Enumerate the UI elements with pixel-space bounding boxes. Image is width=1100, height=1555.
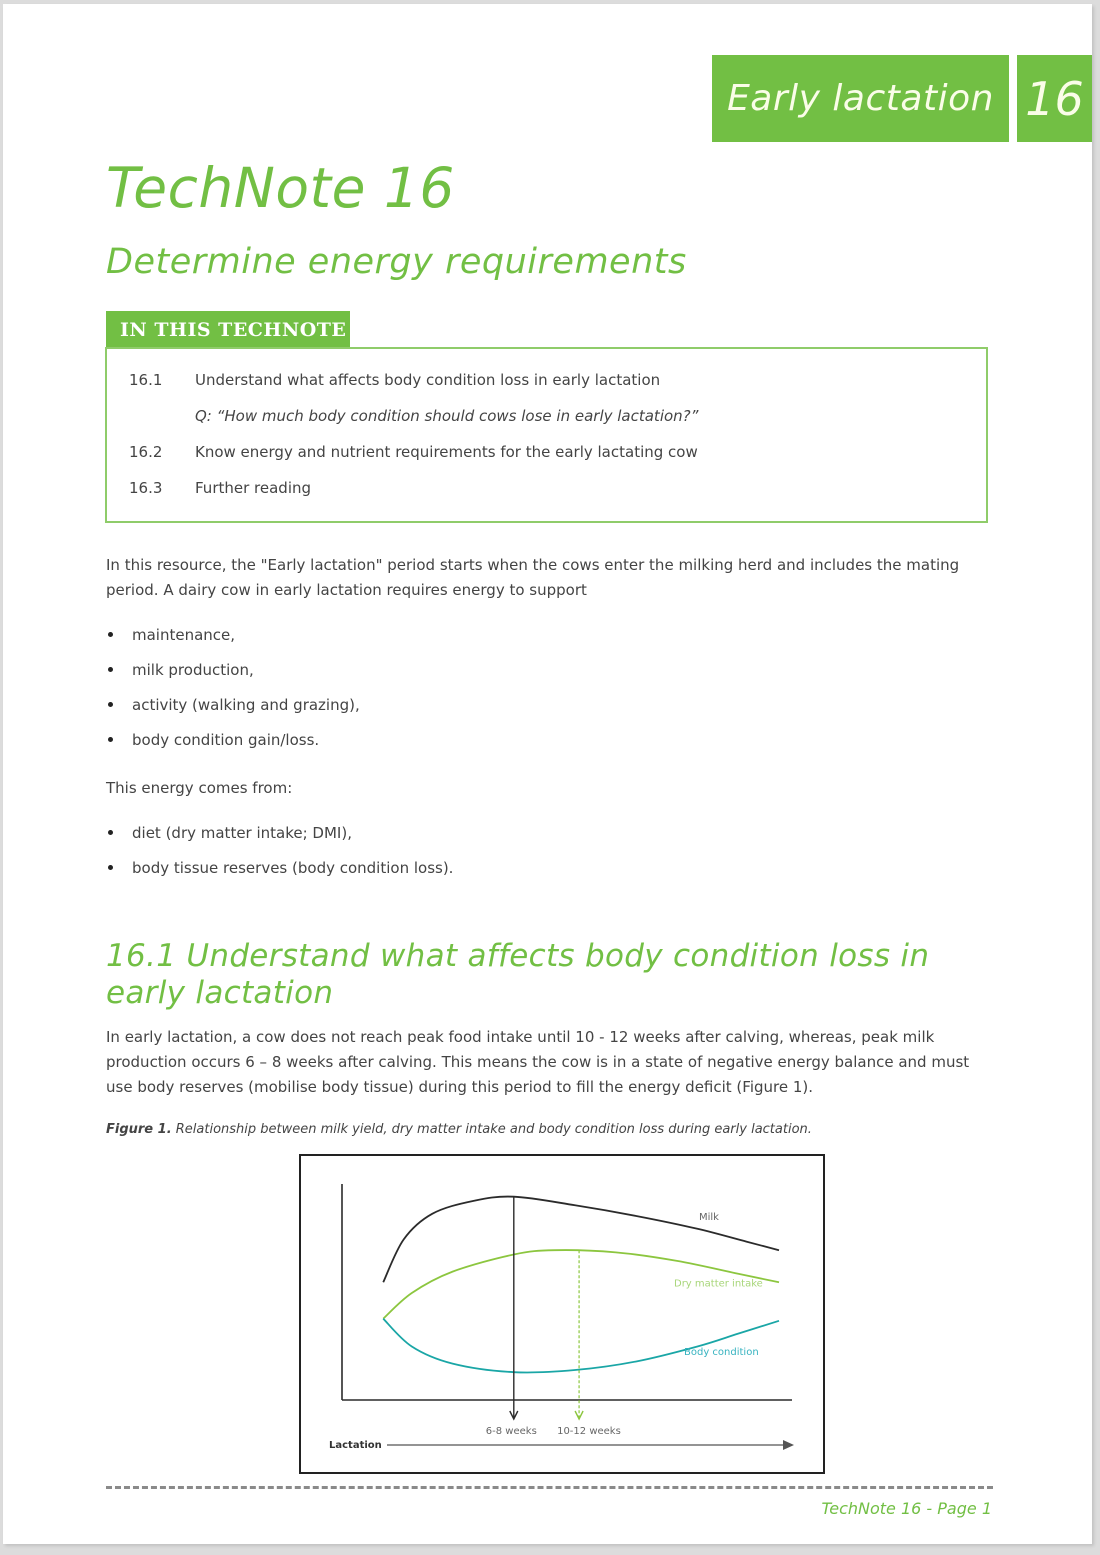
- toc-item-number: 16.3: [129, 479, 163, 497]
- marker-label: 10-12 weeks: [557, 1426, 621, 1437]
- section-paragraph: In early lactation, a cow does not reach peak food intake until 10 - 12 weeks after calving, whereas, peak milk production occurs 6 – 8 weeks after calving. This means the cow is in a state of negative energy balance and must use body reserves (mobilise body tissue) during this period to fill the energy deficit (Figure 1).: [106, 1028, 970, 1096]
- toc-item-number: 16.1: [129, 371, 163, 389]
- bullet-icon: [108, 830, 113, 835]
- list-item: [106, 822, 453, 857]
- bullet-icon: [108, 737, 113, 742]
- bullet-icon: [108, 632, 113, 637]
- page-subtitle: Determine energy requirements: [106, 242, 687, 282]
- list-item-text: maintenance,: [132, 626, 236, 644]
- list-item-text: activity (walking and grazing),: [132, 696, 360, 714]
- bullet-icon: [108, 667, 113, 672]
- intro-paragraph: In this resource, the "Early lactation" period starts when the cows enter the milking herd and includes the mating period. A dairy cow in early lactation requires energy to support: [106, 556, 960, 599]
- figure-caption-text: Relationship between milk yield, dry matter intake and body condition loss during early lactation.: [171, 1122, 812, 1137]
- series-line-body-condition: [383, 1319, 779, 1373]
- series-label-milk: Milk: [699, 1212, 719, 1224]
- page-title: TechNote 16: [106, 156, 455, 220]
- list-item: [106, 857, 453, 892]
- list-item: [106, 659, 360, 694]
- page-number: TechNote 16 - Page 1: [821, 1499, 992, 1518]
- list-item: [106, 729, 360, 764]
- section-badge: Early lactation: [712, 55, 1009, 142]
- section-heading-16-1: 16.1 Understand what affects body condition loss in early lactation: [106, 938, 930, 1011]
- toc-box: [105, 347, 988, 523]
- list-item-text: body condition gain/loss.: [132, 731, 320, 749]
- document-page: [3, 4, 1092, 1544]
- toc-item-text: Further reading: [195, 479, 312, 497]
- list-item-text: milk production,: [132, 661, 254, 679]
- sources-lead: This energy comes from:: [106, 779, 293, 797]
- section-number-badge: 16: [1017, 55, 1092, 142]
- series-label-body-condition: Body condition: [684, 1346, 759, 1358]
- chart-svg: [301, 1156, 823, 1472]
- sources-list: [106, 822, 453, 892]
- series-label-dry-matter-intake: Dry matter intake: [674, 1278, 763, 1290]
- toc-item-text: Know energy and nutrient requirements for the early lactating cow: [195, 443, 698, 461]
- bullet-icon: [108, 865, 113, 870]
- list-item: [106, 694, 360, 729]
- toc-heading: IN THIS TECHNOTE: [106, 311, 350, 349]
- list-item: [106, 624, 360, 659]
- toc-item-text: Understand what affects body condition loss in early lactation: [195, 371, 661, 389]
- list-item-text: diet (dry matter intake; DMI),: [132, 824, 352, 842]
- footer-divider: [106, 1486, 993, 1489]
- toc-item-number: 16.2: [129, 443, 163, 461]
- list-item-text: body tissue reserves (body condition loss).: [132, 859, 454, 877]
- x-axis-label: Lactation: [329, 1440, 382, 1451]
- figure-1-chart: [299, 1154, 825, 1474]
- marker-label: 6-8 weeks: [485, 1426, 537, 1437]
- requirements-list: [106, 624, 360, 764]
- lactation-arrow-head: [783, 1440, 794, 1450]
- toc-item-text: Q: “How much body condition should cows lose in early lactation?”: [195, 407, 699, 425]
- bullet-icon: [108, 702, 113, 707]
- figure-caption-label: Figure 1.: [106, 1122, 172, 1137]
- figure-caption: [106, 1122, 812, 1137]
